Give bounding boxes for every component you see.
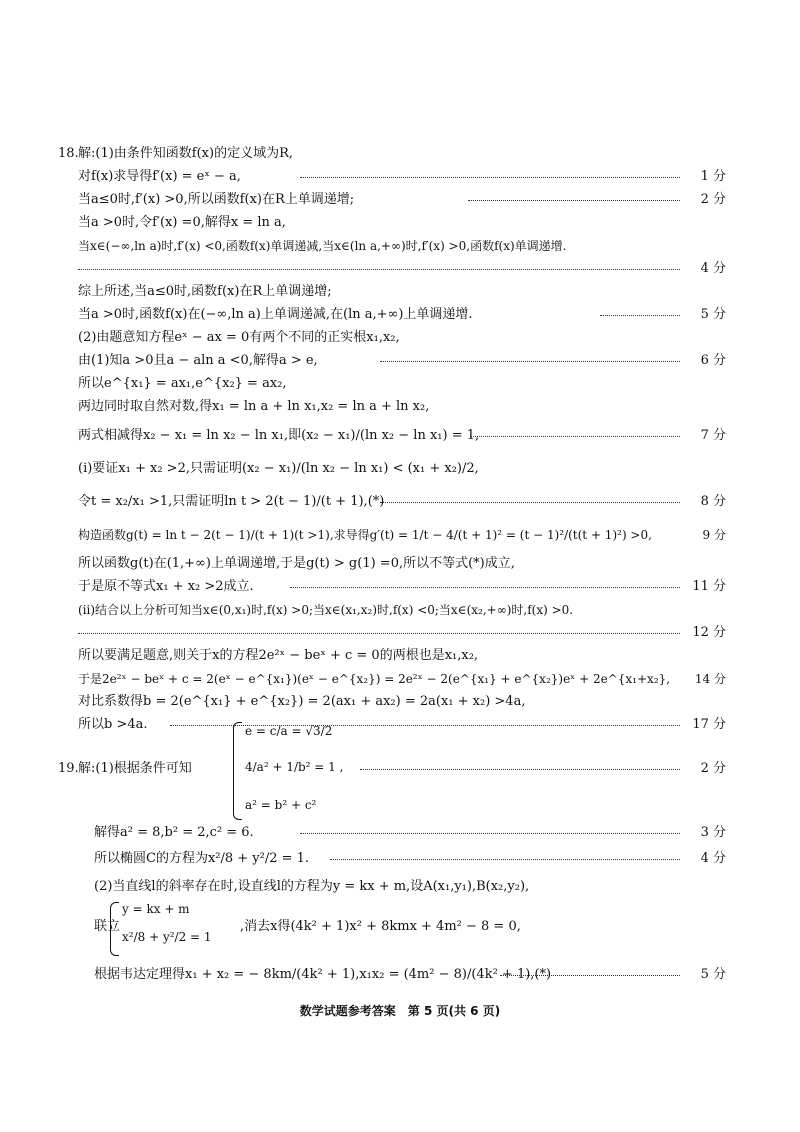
q18-line-21	[0, 668, 800, 690]
q18-line-14	[0, 491, 800, 513]
q18-text: 当a >0时,函数f(x)在(−∞,ln a)上单调递减,在(ln a,+∞)上单调递增.	[78, 307, 473, 322]
score-mark: 4 分	[697, 258, 726, 280]
q18-line-0	[0, 143, 800, 165]
page-footer: 数学试题参考答案 第 5 页(共 6 页)	[299, 1004, 501, 1018]
q18-line-16	[0, 553, 800, 575]
q18-text: (ⅱ)结合以上分析可知当x∈(0,x₁)时,f(x) >0;当x∈(x₁,x₂)时,f(x) <0;当x∈(x₂,+∞)时,f(x) >0.	[78, 603, 574, 617]
system-row: x²/8 + y²/2 = 1	[122, 930, 212, 944]
q18-text: 所以函数g(t)在(1,+∞)上单调递增,于是g(t) > g(1) =0,所以不等式(*)成立,	[78, 556, 515, 571]
q18-line-17	[0, 576, 800, 598]
system-row: a² = b² + c²	[245, 798, 317, 812]
q18-line-20	[0, 645, 800, 667]
score-mark: 5 分	[697, 964, 726, 986]
score-mark: 2 分	[697, 758, 726, 780]
q19-text: 根据韦达定理得x₁ + x₂ = − 8km/(4k² + 1),x₁x₂ = (4m² − 8)/(4k² + 1),(*)	[94, 967, 552, 982]
q18-text: 当a >0时,令f′(x) =0,解得x = ln a,	[78, 215, 286, 230]
q18-line-3	[0, 212, 800, 234]
q19-text: 解:(1)根据条件可知	[78, 761, 192, 776]
q19-last-line	[0, 964, 800, 986]
system-row: 4/a² + 1/b² = 1 ,	[245, 760, 344, 774]
system-row: e = c/a = √3/2	[245, 724, 333, 738]
q18-line-6	[0, 281, 800, 303]
q18-line-5	[0, 258, 800, 280]
score-mark: 7 分	[697, 425, 726, 447]
q19-line-0	[0, 822, 800, 844]
leader-dots	[380, 502, 680, 503]
leader-dots	[360, 769, 680, 770]
leader-dots	[468, 200, 680, 201]
q18-text: 解:(1)由条件知函数f(x)的定义域为R,	[78, 146, 294, 161]
q18-text: 对f(x)求导得f′(x) = eˣ − a,	[78, 169, 241, 184]
leader-dots	[78, 633, 680, 634]
q18-line-15	[0, 524, 800, 546]
q18-line-7	[0, 304, 800, 326]
q18-line-8	[0, 327, 800, 349]
q18-text: 对比系数得b = 2(e^{x₁} + e^{x₂}) = 2(ax₁ + ax₂) = 2a(x₁ + x₂) >4a,	[78, 694, 526, 709]
leader-dots	[330, 859, 680, 860]
q18-line-19	[0, 622, 800, 644]
score-mark: 5 分	[697, 304, 726, 326]
q19-text: 所以椭圆C的方程为x²/8 + y²/2 = 1.	[94, 851, 310, 866]
q18-text: 令t = x₂/x₁ >1,只需证明ln t > 2(t − 1)/(t + 1),(*)	[78, 494, 385, 509]
q19-text: (2)当直线l的斜率存在时,设直线l的方程为y = kx + m,设A(x₁,y₁),B(x₂,y₂),	[94, 879, 530, 894]
leader-dots	[290, 587, 680, 588]
q19-text: 解得a² = 8,b² = 2,c² = 6.	[94, 825, 254, 840]
score-mark: 4 分	[697, 848, 726, 870]
q18-text: 所以要满足题意,则关于x的方程2e²ˣ − beˣ + c = 0的两根也是x₁,x₂,	[78, 648, 479, 663]
system-row: y = kx + m	[122, 902, 190, 916]
score-mark: 3 分	[697, 822, 726, 844]
q18-text: 当x∈(−∞,ln a)时,f′(x) <0,函数f(x)单调递减,当x∈(ln a,+∞)时,f′(x) >0,函数f(x)单调递增.	[78, 239, 567, 253]
leader-dots	[380, 361, 680, 362]
score-mark: 11 分	[688, 576, 726, 598]
leader-dots	[470, 436, 680, 437]
combine-label: 联立	[94, 919, 121, 934]
q18-text: 两边同时取自然对数,得x₁ = ln a + ln x₁,x₂ = ln a + ln x₂,	[78, 399, 430, 414]
score-mark: 8 分	[697, 491, 726, 513]
q18-text: 所以b >4a.	[78, 717, 148, 732]
q18-line-9	[0, 350, 800, 372]
leader-dots	[600, 315, 680, 316]
score-mark: 12 分	[688, 622, 726, 644]
q18-line-18	[0, 599, 800, 621]
q19-line-2	[0, 876, 800, 898]
q18-text: 综上所述,当a≤0时,函数f(x)在R上单调递增;	[78, 284, 332, 299]
q18-line-1	[0, 166, 800, 188]
leader-dots	[500, 975, 680, 976]
leader-dots	[300, 833, 680, 834]
q19-combine-line	[0, 916, 800, 938]
brace-icon	[233, 722, 242, 820]
q18-line-12	[0, 425, 800, 447]
q19-line-intro	[0, 758, 800, 780]
equation-system	[233, 722, 353, 818]
q18-text: 当a≤0时,f′(x) >0,所以函数f(x)在R上单调递增;	[78, 192, 355, 207]
q19-number: 19.	[58, 761, 79, 776]
score-mark: 14 分	[691, 668, 726, 690]
score-mark: 9 分	[699, 524, 726, 546]
q18-line-11	[0, 396, 800, 418]
leader-dots	[78, 269, 680, 270]
q18-text: 由(1)知a >0且a − aln a <0,解得a > e,	[78, 353, 318, 368]
q18-text: 于是2e²ˣ − beˣ + c = 2(eˣ − e^{x₁})(eˣ − e^{x₂}) = 2e²ˣ − 2(e^{x₁} + e^{x₂})eˣ + 2e^{x₁+x₂},	[78, 672, 671, 686]
q18-line-2	[0, 189, 800, 211]
q18-text: 构造函数g(t) = ln t − 2(t − 1)/(t + 1)(t >1),求导得g′(t) = 1/t − 4/(t + 1)² = (t − 1)²/(t(t + 1)²) >0,	[78, 528, 652, 542]
q18-text: (2)由题意知方程eˣ − ax = 0有两个不同的正实根x₁,x₂,	[78, 330, 400, 345]
score-mark: 17 分	[688, 714, 726, 736]
q18-line-23	[0, 714, 800, 736]
q18-text: 于是原不等式x₁ + x₂ >2成立.	[78, 579, 254, 594]
q18-number: 18.	[58, 146, 79, 161]
q18-text: (ⅰ)要证x₁ + x₂ >2,只需证明(x₂ − x₁)/(ln x₂ − ln x₁) < (x₁ + x₂)/2,	[78, 461, 479, 476]
leader-dots	[300, 177, 680, 178]
q18-line-13	[0, 458, 800, 480]
q18-text: 所以e^{x₁} = ax₁,e^{x₂} = ax₂,	[78, 376, 287, 391]
score-mark: 1 分	[697, 166, 726, 188]
combine-rest: ,消去x得(4k² + 1)x² + 8kmx + 4m² − 8 = 0,	[240, 919, 521, 934]
q18-text: 两式相减得x₂ − x₁ = ln x₂ − ln x₁,即(x₂ − x₁)/(ln x₂ − ln x₁) = 1,	[78, 428, 480, 443]
q18-line-10	[0, 373, 800, 395]
brace-icon	[110, 902, 119, 956]
score-mark: 2 分	[697, 189, 726, 211]
q19-line-1	[0, 848, 800, 870]
q18-line-22	[0, 691, 800, 713]
q18-line-4	[0, 235, 800, 257]
score-mark: 6 分	[697, 350, 726, 372]
